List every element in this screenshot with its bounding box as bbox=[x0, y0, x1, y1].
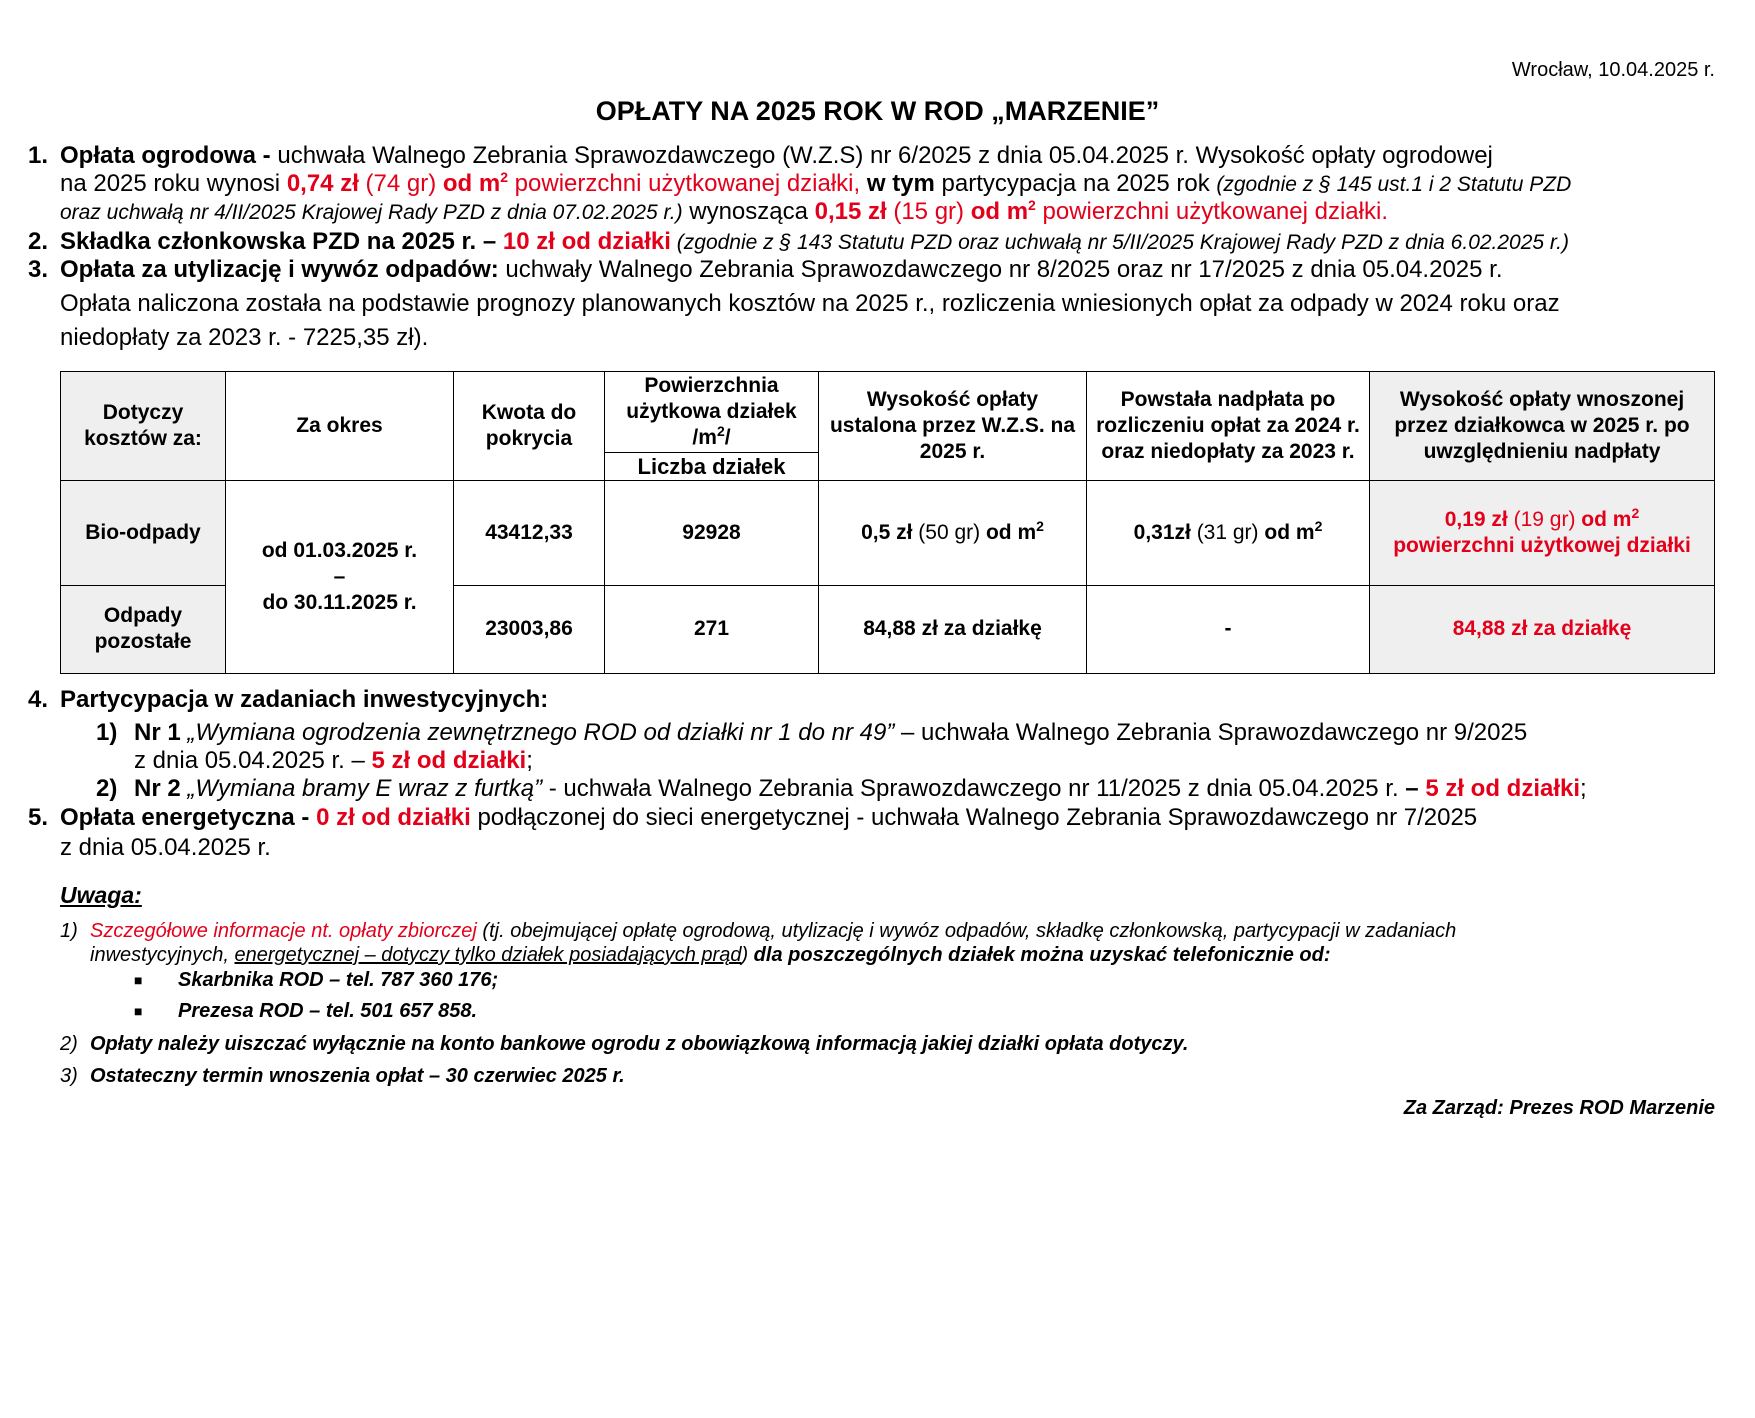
area-text: powierzchni użytkowanej działki, bbox=[508, 170, 861, 197]
item-3-paragraph-2: niedopłaty za 2023 r. - 7225,35 zł). bbox=[60, 324, 429, 351]
header-powierzchnia-text: Powierzchnia użytkowa działek /m bbox=[626, 374, 797, 450]
row-other-name: Odpady pozostałe bbox=[61, 585, 226, 673]
note-3-text: Ostateczny termin wnoszenia opłat – 30 czerwiec 2025 r. bbox=[90, 1065, 625, 1087]
period-dash: – bbox=[333, 565, 346, 589]
note-2-number: 2) bbox=[60, 1033, 78, 1055]
amount: 0,5 zł bbox=[861, 521, 913, 545]
bullet-icon: ■ bbox=[134, 1003, 143, 1019]
unit: od m bbox=[1581, 508, 1632, 532]
item-4-title: Partycypacja w zadaniach inwestycyjnych: bbox=[60, 686, 549, 713]
header-okres: Za okres bbox=[226, 372, 454, 481]
contact-president: Prezesa ROD – tel. 501 657 858. bbox=[178, 1000, 478, 1022]
period-start: od 01.03.2025 r. bbox=[261, 539, 418, 563]
fees-table bbox=[60, 371, 1715, 674]
header-powierzchnia-end: / bbox=[724, 426, 731, 450]
row-other-nadplata: - bbox=[1087, 585, 1370, 673]
place-date: Wrocław, 10.04.2025 r. bbox=[1511, 59, 1715, 81]
unit-sup: 2 bbox=[1036, 518, 1044, 535]
item-5-number: 5. bbox=[28, 804, 49, 831]
item-4-sub-1-line-1 bbox=[134, 719, 1527, 747]
row-other-liczba: 271 bbox=[605, 585, 819, 673]
in-that: w tym bbox=[860, 170, 935, 197]
amount: 0,31zł bbox=[1133, 521, 1191, 545]
unit: od m bbox=[1264, 521, 1315, 545]
resolution-text: - uchwała Walnego Zebrania Sprawozdawczego nr 11/2025 z dnia 05.04.2025 r. bbox=[542, 775, 1406, 802]
note-1-text-2: inwestycyjnych, bbox=[90, 944, 235, 966]
unit bbox=[971, 198, 1036, 225]
item-1-heading: Opłata ogrodowa - bbox=[60, 142, 271, 169]
amount-gr: (19 gr) bbox=[1507, 508, 1582, 532]
item-5-text: podłączonej do sieci energetycznej - uchwała Walnego Zebrania Sprawozdawczego nr 7/2025 bbox=[470, 804, 1478, 831]
item-3-heading: Opłata za utylizację i wywóz odpadów: bbox=[60, 256, 499, 283]
item-3-number: 3. bbox=[28, 256, 49, 283]
item-3-paragraph-1: Opłata naliczona została na podstawie prognozy planowanych kosztów na 2025 r., rozliczenia wniesionych opłat za odpady w 2024 roku oraz bbox=[60, 290, 1560, 317]
note-1-text: (tj. obejmującej opłatę ogrodową, utylizację i wywóz odpadów, składkę członkowską, partycypacji w zadaniach bbox=[476, 920, 1457, 942]
label: Nr 1 bbox=[134, 719, 181, 746]
unit bbox=[443, 170, 508, 197]
note-1-bold: dla poszczególnych działek można uzyskać telefonicznie od: bbox=[748, 944, 1331, 966]
row-other-wysokosc: 84,88 zł za działkę bbox=[819, 585, 1087, 673]
item-1-line-3 bbox=[60, 198, 1388, 226]
row-bio-final bbox=[1370, 481, 1715, 585]
text: wynosząca bbox=[682, 198, 815, 225]
amount-gr: (15 gr) bbox=[886, 198, 971, 225]
area-text: powierzchni użytkowanej działki. bbox=[1035, 198, 1388, 225]
task-name: „Wymiana ogrodzenia zewnętrznego ROD od działki nr 1 do nr 49” bbox=[180, 719, 895, 746]
note-1-underlined: energetycznej – dotyczy tylko działek posiadających prąd bbox=[234, 944, 742, 966]
row-other-final: 84,88 zł za działkę bbox=[1370, 585, 1715, 673]
date-text: z dnia 05.04.2025 r. – bbox=[134, 747, 372, 774]
item-2-number: 2. bbox=[28, 228, 49, 255]
item-4-sub-2-number: 2) bbox=[96, 775, 118, 802]
item-5-amount: 0 zł od działki bbox=[316, 804, 471, 831]
item-3-text: uchwały Walnego Zebrania Sprawozdawczego nr 8/2025 oraz nr 17/2025 z dnia 05.04.2025 r. bbox=[498, 256, 1503, 283]
unit-sup: 2 bbox=[1631, 505, 1640, 522]
header-wnoszona: Wysokość opłaty wnoszonej przez działkowca w 2025 r. po uwzględnieniu nadpłaty bbox=[1370, 372, 1715, 481]
item-2-line bbox=[60, 228, 1569, 256]
header-kwota: Kwota do pokrycia bbox=[454, 372, 605, 481]
item-5-heading: Opłata energetyczna - bbox=[60, 804, 317, 831]
unit: od m bbox=[985, 521, 1037, 545]
row-bio-wysokosc bbox=[819, 481, 1087, 585]
statute-ref: (zgodnie z § 145 ust.1 i 2 Statutu PZD bbox=[1216, 173, 1572, 196]
resolution-ref: oraz uchwałą nr 4/II/2025 Krajowej Rady PZD z dnia 07.02.2025 r.) bbox=[60, 201, 683, 224]
bullet-icon: ■ bbox=[134, 972, 143, 988]
item-4-sub-2-line bbox=[134, 775, 1587, 803]
note-1-line-1 bbox=[90, 920, 1456, 943]
item-2-amount: 10 zł od działki bbox=[502, 228, 671, 255]
note-1-number: 1) bbox=[60, 920, 78, 942]
period-end: do 30.11.2025 r. bbox=[262, 591, 417, 615]
unit-sup: 2 bbox=[1314, 518, 1323, 535]
unit-sup: 2 bbox=[500, 169, 509, 185]
unit-text: od m bbox=[970, 198, 1029, 225]
row-bio-kwota: 43412,33 bbox=[454, 481, 605, 585]
punct: ; bbox=[526, 747, 533, 774]
dash: – bbox=[1405, 775, 1426, 802]
item-1-line-2 bbox=[60, 170, 1571, 198]
amount: 0,19 zł bbox=[1444, 508, 1508, 532]
page-title: OPŁATY NA 2025 ROK W ROD „MARZENIE” bbox=[595, 96, 1160, 126]
item-4-sub-1-line-2 bbox=[134, 747, 533, 775]
row-other-kwota: 23003,86 bbox=[454, 585, 605, 673]
amount: 0,74 zł bbox=[286, 170, 359, 197]
row-bio-powierzchnia: 92928 bbox=[605, 481, 819, 585]
item-3-line bbox=[60, 256, 1503, 284]
item-2-heading: Składka członkowska PZD na 2025 r. – bbox=[60, 228, 503, 255]
item-1-line-1 bbox=[60, 142, 1493, 170]
item-4-sub-1-number: 1) bbox=[96, 719, 118, 746]
contact-treasurer: Skarbnika ROD – tel. 787 360 176; bbox=[178, 969, 499, 991]
participation-text: partycypacja na 2025 rok bbox=[934, 170, 1217, 197]
item-4-number: 4. bbox=[28, 686, 49, 713]
text: na 2025 roku wynosi bbox=[60, 170, 287, 197]
task-name: „Wymiana bramy E wraz z furtką” bbox=[180, 775, 543, 802]
item-1-text: uchwała Walnego Zebrania Sprawozdawczego (W.Z.S) nr 6/2025 z dnia 05.04.2025 r. Wysokość opłaty ogrodowej bbox=[270, 142, 1493, 169]
item-1-number: 1. bbox=[28, 142, 49, 169]
area-text: powierzchni użytkowej działki bbox=[1393, 534, 1691, 558]
label: Nr 2 bbox=[134, 775, 181, 802]
amount-gr: (74 gr) bbox=[358, 170, 443, 197]
note-1-paren: ) bbox=[741, 944, 749, 966]
amount-gr: (50 gr) bbox=[912, 521, 986, 545]
resolution-text: – uchwała Walnego Zebrania Sprawozdawczego nr 9/2025 bbox=[894, 719, 1528, 746]
header-wysokosc: Wysokość opłaty ustalona przez W.Z.S. na 2025 r. bbox=[819, 372, 1087, 481]
note-1-line-2 bbox=[90, 944, 1331, 967]
amount: 5 zł od działki bbox=[1425, 775, 1581, 802]
amount: 5 zł od działki bbox=[371, 747, 527, 774]
period-cell bbox=[226, 481, 454, 674]
item-5-line-1 bbox=[60, 804, 1477, 832]
punct: ; bbox=[1580, 775, 1587, 802]
amount: 0,15 zł bbox=[814, 198, 887, 225]
note-1-highlight: Szczegółowe informacje nt. opłaty zbiorczej bbox=[90, 920, 477, 942]
amount-gr: (31 gr) bbox=[1190, 521, 1265, 545]
header-liczba-dzialek: Liczba działek bbox=[605, 453, 819, 481]
note-2-text: Opłaty należy uiszczać wyłącznie na konto bankowe ogrodu z obowiązkową informacją jakiej działki opłata dotyczy. bbox=[90, 1033, 1189, 1055]
row-bio-nadplata bbox=[1087, 481, 1370, 585]
unit-text: od m bbox=[442, 170, 501, 197]
item-5-line-2: z dnia 05.04.2025 r. bbox=[60, 834, 271, 861]
row-bio-name: Bio-odpady bbox=[61, 481, 226, 585]
header-powierzchnia bbox=[605, 372, 819, 453]
header-dotyczy: Dotyczy kosztów za: bbox=[61, 372, 226, 481]
notes-title: Uwaga: bbox=[60, 882, 142, 908]
header-powierzchnia-sup: 2 bbox=[716, 423, 725, 440]
header-nadplata: Powstała nadpłata po rozliczeniu opłat za 2024 r. oraz niedopłaty za 2023 r. bbox=[1087, 372, 1370, 481]
unit-sup: 2 bbox=[1028, 197, 1036, 213]
signature: Za Zarząd: Prezes ROD Marzenie bbox=[1403, 1097, 1715, 1119]
item-2-ref: (zgodnie z § 143 Statutu PZD oraz uchwałą nr 5/II/2025 Krajowej Rady PZD z dnia 6.02.2025 r.) bbox=[670, 231, 1569, 254]
note-3-number: 3) bbox=[60, 1065, 78, 1087]
